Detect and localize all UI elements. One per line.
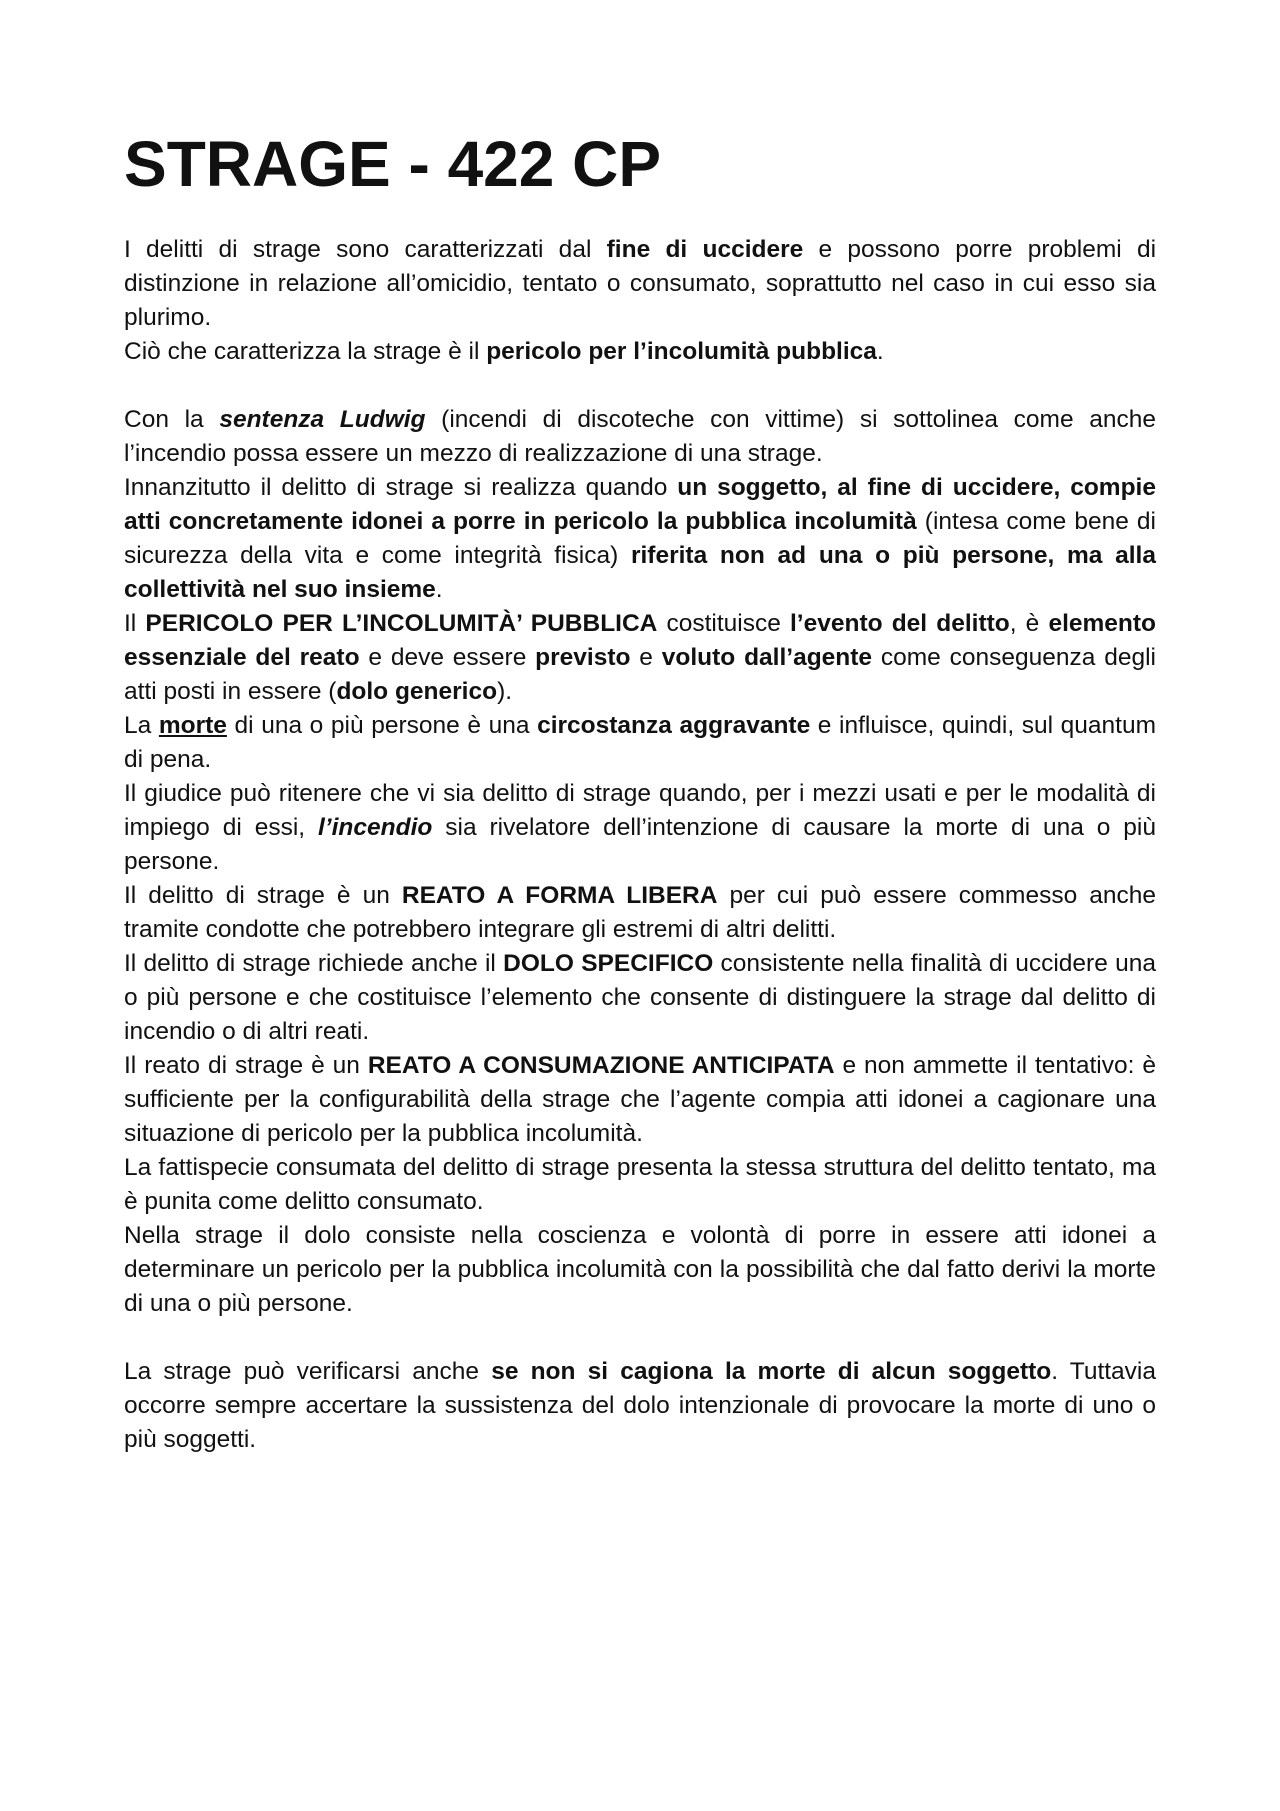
emphasis-text: pericolo per l’incolumità pubblica xyxy=(486,338,877,365)
emphasis-text: riferita non ad una o più persone, ma alla collettività nel suo insieme xyxy=(124,542,1156,603)
body-text-run: Il delitto di strage richiede anche il xyxy=(124,950,504,977)
emphasis-text: dolo generico xyxy=(336,678,498,705)
paragraph-p2 xyxy=(124,335,1156,369)
body-text-run: e possono porre problemi di distinzione in relazione all’omicidio, tentato o consumato, soprattutto nel caso in cui esso sia plurimo. xyxy=(124,236,1157,331)
emphasis-text: morte xyxy=(158,712,227,739)
emphasis-text: se non si cagiona la morte di alcun soggetto xyxy=(491,1358,1052,1385)
body-text-run: . Tuttavia occorre sempre accertare la sussistenza del dolo intenzionale di provocare la morte di uno o più soggetti. xyxy=(124,1358,1157,1453)
emphasis-text: sentenza Ludwig xyxy=(219,406,426,433)
body-text-run: Ciò che caratterizza la strage è il xyxy=(124,338,487,365)
body-text-run: e xyxy=(630,644,662,671)
body-text-run: Il giudice può ritenere che vi sia delitto di strage quando, per i mezzi usati e per le modalità di impiego di essi, xyxy=(124,780,1156,841)
paragraph-p12 xyxy=(124,1219,1156,1321)
body-text-run: La fattispecie consumata del delitto di strage presenta la stessa struttura del delitto tentato, ma è punita come delitto consumato. xyxy=(124,1154,1156,1215)
body-text-run: (incendi di discoteche con vittime) si sottolinea come anche l’incendio possa essere un mezzo di realizzazione di una strage. xyxy=(124,406,1156,467)
paragraph-p8 xyxy=(124,879,1156,947)
body-text-run: e deve essere xyxy=(359,644,536,671)
emphasis-text: PERICOLO PER L’INCOLUMITÀ’ PUBBLICA xyxy=(145,610,658,637)
body-text-run: La strage può verificarsi anche xyxy=(124,1358,492,1385)
emphasis-text: l’incendio xyxy=(318,814,433,841)
body-text-run: . xyxy=(876,338,884,365)
paragraph-p9 xyxy=(124,947,1156,1049)
paragraph-p3 xyxy=(124,403,1156,471)
paragraph-spacer xyxy=(124,369,1156,403)
emphasis-text: voluto dall’agente xyxy=(661,644,873,671)
body-text-run: Il delitto di strage è un xyxy=(124,882,402,909)
emphasis-text: DOLO SPECIFICO xyxy=(503,950,714,977)
body-text-run: e influisce, quindi, sul quantum di pena. xyxy=(124,712,1157,773)
emphasis-text: REATO A FORMA LIBERA xyxy=(401,882,718,909)
paragraph-p1 xyxy=(124,233,1156,335)
body-text-run: Nella strage il dolo consiste nella coscienza e volontà di porre in essere atti idonei a determinare un pericolo per la pubblica incolumità con la possibilità che dal fatto derivi la morte di una o più persone. xyxy=(124,1222,1156,1317)
document-body xyxy=(124,233,1156,1457)
body-text-run: Con la xyxy=(124,406,220,433)
paragraph-p11 xyxy=(124,1151,1156,1219)
body-text-run: ). xyxy=(497,678,513,705)
paragraph-p4 xyxy=(124,471,1156,607)
body-text-run: costituisce xyxy=(657,610,790,637)
paragraph-spacer xyxy=(124,1321,1156,1355)
emphasis-text: circostanza aggravante xyxy=(537,712,811,739)
body-text-run: come conseguenza degli atti posti in essere ( xyxy=(124,644,1156,705)
body-text-run: sia rivelatore dell’intenzione di causare la morte di una o più persone. xyxy=(124,814,1156,875)
body-text-run: consistente nella finalità di uccidere una o più persone e che costituisce l’elemento che consente di distinguere la strage dal delitto di incendio o di altri reati. xyxy=(124,950,1156,1045)
body-text-run: I delitti di strage sono caratterizzati dal xyxy=(124,236,607,263)
body-text-run: per cui può essere commesso anche tramite condotte che potrebbero integrare gli estremi di altri delitti. xyxy=(124,882,1156,943)
emphasis-text: fine di uccidere xyxy=(606,236,804,263)
body-text-run: , è xyxy=(1009,610,1049,637)
body-text-run: La xyxy=(124,712,159,739)
paragraph-p10 xyxy=(124,1049,1156,1151)
paragraph-p7 xyxy=(124,777,1156,879)
body-text-run: Il reato di strage è un xyxy=(124,1052,368,1079)
body-text-run: Il xyxy=(124,610,146,637)
body-text-run: . xyxy=(435,576,443,603)
emphasis-text: un soggetto, al fine di uccidere, compie atti concretamente idonei a porre in pericolo la pubblica incolumità xyxy=(124,474,1156,535)
emphasis-text: l’evento del delitto xyxy=(790,610,1010,637)
body-text-run: Innanzitutto il delitto di strage si realizza quando xyxy=(124,474,678,501)
emphasis-text: elemento essenziale del reato xyxy=(124,610,1156,671)
emphasis-text: REATO A CONSUMAZIONE ANTICIPATA xyxy=(367,1052,835,1079)
body-text-run: (intesa come bene di sicurezza della vita e come integrità fisica) xyxy=(124,508,1156,569)
paragraph-p5 xyxy=(124,607,1156,709)
emphasis-text: previsto xyxy=(535,644,631,671)
body-text-run: e non ammette il tentativo: è sufficiente per la configurabilità della strage che l’agente compia atti idonei a cagionare una situazione di pericolo per la pubblica incolumità. xyxy=(124,1052,1156,1147)
body-text-run: di una o più persone è una xyxy=(226,712,538,739)
page-title: STRAGE - 422 CP xyxy=(124,128,662,200)
paragraph-p13 xyxy=(124,1355,1156,1457)
paragraph-p6 xyxy=(124,709,1156,777)
